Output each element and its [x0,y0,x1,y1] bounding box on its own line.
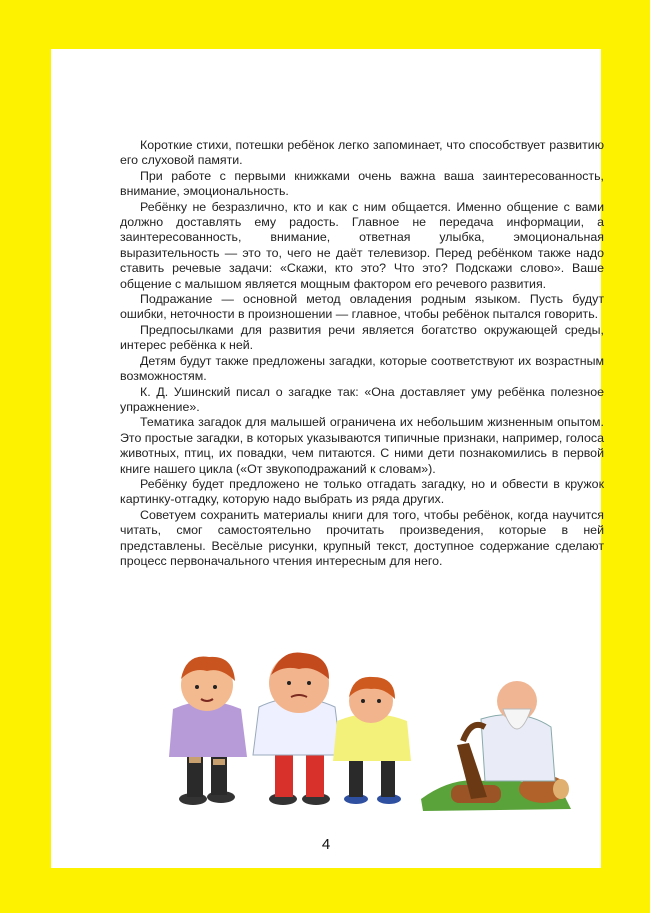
paragraph: Ребёнку будет предложено не только отгадать загадку, но и обвести в кружок картинку-отгадку, которую надо выбрать из ряда других. [120,476,604,507]
illustration [151,649,581,819]
paragraph: Тематика загадок для малышей ограничена их небольшим жизненным опытом. Это простые загадки, в которых указываются типичные признаки, например, голоса животных, птиц, их повадки, чем питаются. С ними дети познакомились в первой книге нашего цикла («От звукоподражаний к словам»). [120,415,604,476]
body-text [120,138,604,569]
paragraph: Предпосылками для развития речи является богатство окружающей среды, интерес ребёнка к ней. [120,322,604,353]
paragraph: Ребёнку не безразлично, кто и как с ним общается. Именно общение с вами должно доставлять ему радость. Главное не передача информации, а заинтересованность, внимание, ответная улыбка, эмоциональная выразительность — это то, чего не даёт телевизор. Перед ребёнком также надо ставить речевые задачи: «Скажи, кто это? Что это? Подскажи слово». Ваше общение с малышом является мощным фактором его речевого развития. [120,199,604,291]
old-man-figure [421,681,571,811]
paragraph: Подражание — основной метод овладения родным языком. Пусть будут ошибки, неточности в произношении — главное, чтобы ребёнок пытался говорить. [120,292,604,322]
paragraph: К. Д. Ушинский писал о загадке так: «Она доставляет уму ребёнка полезное упражнение». [120,384,604,414]
paragraph: Советуем сохранить материалы книги для того, чтобы ребёнок, когда научится читать, смог самостоятельно прочитать произведения, которые в ней представлены. Весёлые рисунки, крупный текст, доступное содержание сделают процесс первоначального чтения интересным для него. [120,507,604,568]
page-number: 4 [321,836,331,853]
boy-right-figure [333,677,411,804]
boy-middle-figure [253,652,341,805]
boy-left-figure [169,656,247,805]
paragraph: При работе с первыми книжками очень важна ваша заинтересованность, внимание, эмоциональность. [120,168,604,199]
paragraph: Детям будут также предложены загадки, которые соответствуют их возрастным возможностям. [120,353,604,384]
paragraph: Короткие стихи, потешки ребёнок легко запоминает, что способствует развитию его слуховой памяти. [120,138,604,168]
book-page [51,49,604,868]
